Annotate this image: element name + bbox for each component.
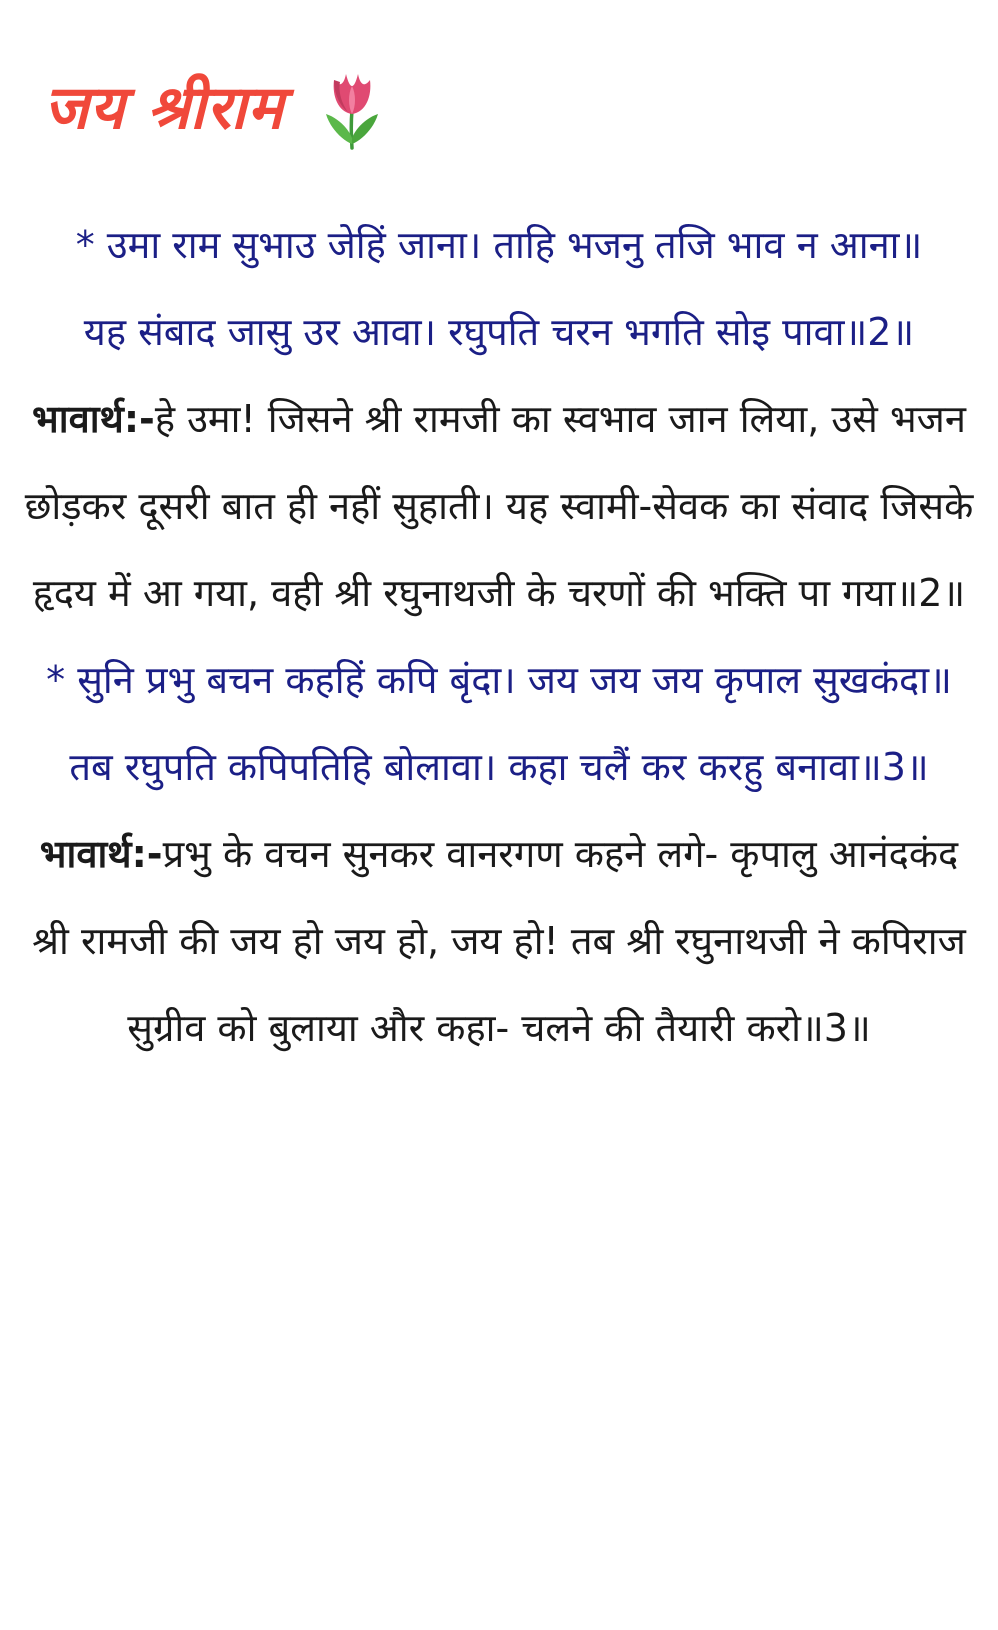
page-title: जय श्रीराम [44, 73, 285, 143]
verse-2-line-1: * सुनि प्रभु बचन कहहिं कपि बृंदा। जय जय जय कृपाल सुखकंदा॥ [46, 658, 952, 702]
verse-2 [20, 637, 978, 811]
meaning-2-text: प्रभु के वचन सुनकर वानरगण कहने लगे- कृपालु आनंदकंद श्री रामजी की जय हो जय हो, जय हो! तब श्री रघुनाथजी ने कपिराज सुग्रीव को बुलाया और कहा- चलने की तैयारी करो॥3॥ [32, 832, 966, 1050]
verse-1 [20, 202, 978, 376]
meaning-2 [20, 811, 978, 1072]
tulip-icon [320, 66, 384, 150]
meaning-1 [20, 376, 978, 637]
meaning-2-label: भावार्थ:- [39, 832, 163, 876]
verse-1-line-1: * उमा राम सुभाउ जेहिं जाना। ताहि भजनु तजि भाव न आना॥ [75, 223, 923, 267]
header [44, 58, 384, 158]
meaning-1-text: हे उमा! जिसने श्री रामजी का स्वभाव जान लिया, उसे भजन छोड़कर दूसरी बात ही नहीं सुहाती। यह स्वामी-सेवक का संवाद जिसके हृदय में आ गया, वही श्री रघुनाथजी के चरणों की भक्ति पा गया॥2॥ [24, 397, 974, 615]
content [20, 202, 978, 1072]
verse-1-line-2: यह संबाद जासु उर आवा। रघुपति चरन भगति सोइ पावा॥2॥ [83, 310, 915, 354]
verse-2-line-2: तब रघुपति कपिपतिहि बोलावा। कहा चलैं कर करहु बनावा॥3॥ [69, 745, 929, 789]
meaning-1-label: भावार्थ:- [32, 397, 155, 441]
